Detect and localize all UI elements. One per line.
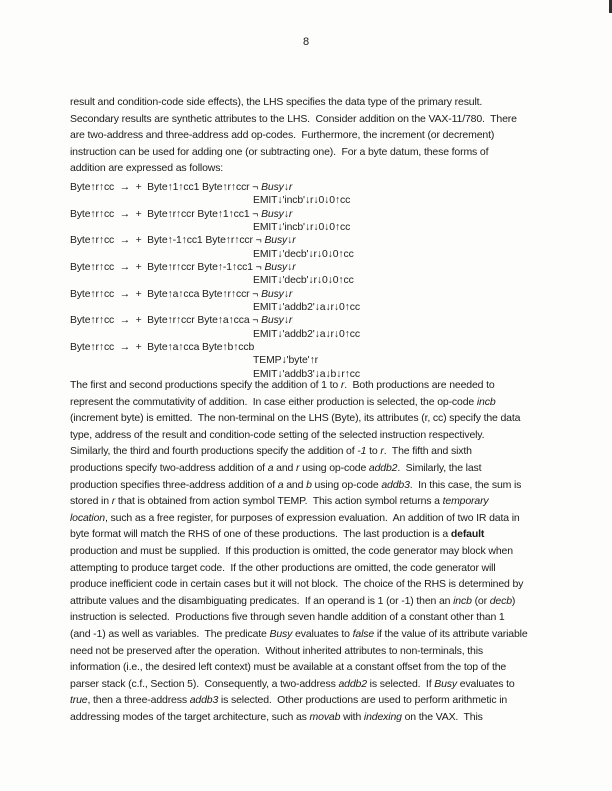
text-line: production specifies three-address addition of a and b using op-code addb3. In this case, the sum is — [70, 478, 522, 491]
production-rule-line: Byte↑r↑cc → + Byte↑1↑cc1 Byte↑r↑ccr ¬ Busy↓r — [70, 182, 293, 193]
action-symbol-line: EMIT↓'addb3'↓a↓b↓r↑cc — [253, 368, 360, 380]
action-symbol-line: EMIT↓'decb'↓r↓0↓0↑cc — [253, 275, 354, 287]
page-number: 8 — [302, 36, 310, 48]
text-line: represent the commutativity of addition. In case either production is selected, the op-code incb — [70, 395, 496, 408]
text-line: Similarly, the third and fourth productions specify the addition of -1 to r. The fifth and sixth — [70, 445, 472, 458]
text-line: (increment byte) is emitted. The non-terminal on the LHS (Byte), its attributes (r, cc) specify the data — [70, 412, 521, 425]
text-line: attribute values and the disambiguating predicates. If an operand is 1 (or -1) then an incb (or decb) — [70, 594, 516, 607]
text-line: need not be preserved after the operation. Without inherited attributes to non-terminals, this — [70, 644, 483, 657]
text-line: addressing modes of the target architecture, such as movab with indexing on the VAX. This — [70, 710, 483, 723]
text-line: instruction can be used for adding one (or subtracting one). For a byte datum, these forms of — [70, 145, 489, 158]
intro-paragraph — [70, 94, 570, 177]
text-line: information (i.e., the desired left context) must be available at a constant offset from the top of the — [70, 661, 507, 674]
action-symbol-line: EMIT↓'addb2'↓a↓r↓0↑cc — [253, 301, 360, 313]
text-line: result and condition-code side effects), the LHS specifies the data type of the primary result. — [70, 96, 483, 108]
text-line: byte format will match the RHS of one of these productions. The last production is a default — [70, 528, 485, 541]
text-line: productions specify two-address addition of a and r using op-code addb2. Similarly, the last — [70, 461, 482, 474]
production-rule-line: Byte↑r↑cc → + Byte↑r↑ccr Byte↑-1↑cc1 ¬ Busy↓r — [70, 261, 296, 273]
text-line: stored in r that is obtained from action symbol TEMP. This action symbol returns a temporary — [70, 495, 489, 508]
action-symbol-line: EMIT↓'decb'↓r↓0↓0↑cc — [253, 248, 354, 260]
production-rule-line: Byte↑r↑cc → + Byte↑-1↑cc1 Byte↑r↑ccr ¬ Busy↓r — [70, 235, 296, 247]
text-line: parser stack (c.f., Section 5). Consequently, a two-address addb2 is selected. If Busy evaluates to — [70, 677, 515, 690]
text-line: addition are expressed as follows: — [70, 162, 224, 175]
text-line: are two-address and three-address add op-codes. Furthermore, the increment (or decrement) — [70, 129, 495, 142]
action-symbol-line: EMIT↓'addb2'↓a↓r↓0↑cc — [253, 328, 360, 340]
production-rule-line: Byte↑r↑cc → + Byte↑a↑cca Byte↑r↑ccr ¬ Busy↓r — [70, 288, 293, 300]
text-line: type, address of the result and condition-code setting of the selected instruction respectively. — [70, 428, 485, 441]
production-rule-line: Byte↑r↑cc → + Byte↑a↑cca Byte↑b↑ccb — [70, 341, 255, 353]
text-line: production and must be supplied. If this production is omitted, the code generator may block when — [70, 544, 513, 557]
action-symbol-line: EMIT↓'incb'↓r↓0↓0↑cc — [253, 195, 351, 207]
production-rule-line: Byte↑r↑cc → + Byte↑r↑ccr Byte↑1↑cc1 ¬ Busy↓r — [70, 208, 293, 220]
text-line: produce inefficient code in certain cases but it will not block. The choice of the RHS is determined by — [70, 578, 524, 591]
production-rule-line: Byte↑r↑cc → + Byte↑r↑ccr Byte↑a↑cca ¬ Busy↓r — [70, 315, 293, 327]
text-line: (and -1) as well as variables. The predicate Busy evaluates to false if the value of its attribute variable — [70, 627, 528, 640]
action-symbol-line: TEMP↓'byte'↑r — [253, 355, 319, 367]
text-line: instruction is selected. Productions five through seven handle addition of a constant other than 1 — [70, 611, 505, 624]
text-line: Secondary results are synthetic attributes to the LHS. Consider addition on the VAX-11/780. There — [70, 112, 517, 125]
action-symbol-line: EMIT↓'incb'↓r↓0↓0↑cc — [253, 221, 351, 233]
text-line: attempting to produce target code. If the other productions are omitted, the code generator will — [70, 561, 496, 574]
productions-block — [70, 181, 570, 381]
discussion-paragraph — [70, 377, 570, 725]
text-line: true, then a three-address addb3 is selected. Other productions are used to perform arithmetic in — [70, 694, 508, 707]
text-line: The first and second productions specify the addition of 1 to r. Both productions are needed to — [70, 379, 495, 391]
text-line: location, such as a free register, for purposes of expression evaluation. An addition of two IR data in — [70, 511, 520, 524]
